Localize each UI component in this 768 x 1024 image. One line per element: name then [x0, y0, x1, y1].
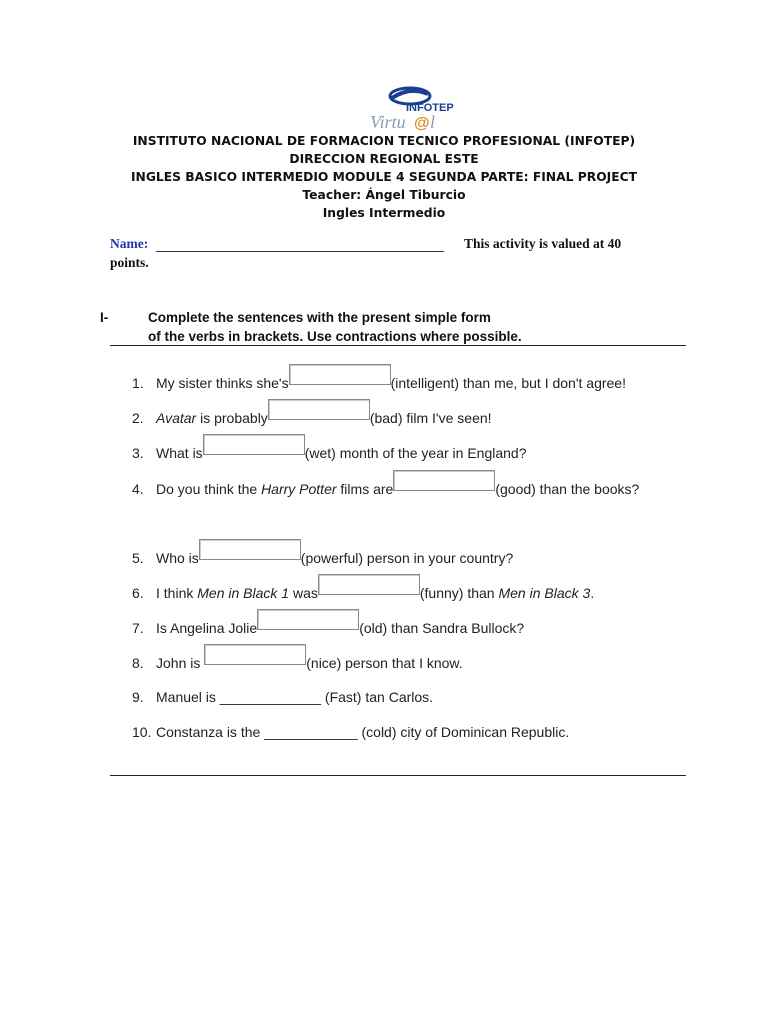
question-item [132, 407, 492, 427]
answer-box[interactable] [204, 644, 306, 665]
question-text: Do you think the [156, 481, 262, 497]
course-title: INGLES BASICO INTERMEDIO MODULE 4 SEGUNDA PARTE: FINAL PROJECT [130, 170, 638, 184]
answer-box[interactable] [318, 574, 420, 595]
question-text: (wet) month of the year in England? [304, 445, 527, 461]
question-text: (intelligent) than me, but I don't agree! [390, 375, 626, 391]
divider [110, 345, 686, 346]
section-instruction-1: Complete the sentences with the present simple form [148, 310, 491, 325]
svg-text:Virtu: Virtu [370, 112, 406, 132]
divider [110, 775, 686, 776]
question-text: was [289, 585, 318, 601]
question-text: Men in Black 1 [197, 585, 290, 601]
activity-value-text: This activity is valued at 40 [464, 236, 622, 251]
question-text: (old) than Sandra Bullock? [359, 620, 525, 636]
question-text: I think [156, 585, 198, 601]
question-text: Is Angelina Jolie [156, 620, 258, 636]
question-text: (bad) film I've seen! [369, 410, 492, 426]
question-number: 10. [132, 724, 152, 740]
question-text: Manuel is _____________ (Fast) tan Carlos. [156, 689, 434, 705]
question-item [132, 442, 526, 462]
question-text: Avatar [156, 410, 197, 426]
question-text: Men in Black 3 [498, 585, 591, 601]
course-level: Ingles Intermedio [322, 206, 446, 220]
question-text: films are [336, 481, 394, 497]
question-number: 9. [132, 689, 144, 705]
name-field[interactable] [156, 237, 444, 252]
answer-box[interactable] [199, 539, 301, 560]
question-number: 4. [132, 481, 144, 497]
question-text: Who is [156, 550, 199, 566]
answer-box[interactable] [289, 364, 391, 385]
question-text: (nice) person that I know. [306, 655, 463, 671]
question-text: is probably [196, 410, 268, 426]
answer-box[interactable] [393, 470, 495, 491]
teacher-name: Teacher: Ángel Tiburcio [302, 188, 466, 202]
name-label: Name: [110, 236, 149, 251]
question-number: 3. [132, 445, 144, 461]
document-header [0, 132, 768, 222]
question-number: 2. [132, 410, 144, 426]
question-item [132, 478, 639, 498]
question-item [132, 652, 463, 672]
question-item [132, 687, 433, 707]
question-item [132, 722, 569, 742]
question-item [132, 372, 626, 392]
answer-box[interactable] [203, 434, 305, 455]
svg-text:@: @ [414, 115, 430, 132]
question-number: 1. [132, 375, 144, 391]
question-number: 7. [132, 620, 144, 636]
institute-title: INSTITUTO NACIONAL DE FORMACION TECNICO PROFESIONAL (INFOTEP) [132, 134, 636, 148]
section-instruction-2: of the verbs in brackets. Use contractions where possible. [148, 329, 522, 344]
question-text: (powerful) person in your country? [300, 550, 514, 566]
svg-text:l: l [430, 112, 436, 132]
answer-box[interactable] [257, 609, 359, 630]
question-text: . [590, 585, 595, 601]
regional-office: DIRECCION REGIONAL ESTE [289, 152, 479, 166]
question-text: John is [156, 655, 205, 671]
points-text: points. [110, 255, 149, 270]
question-number: 8. [132, 655, 144, 671]
question-item [132, 582, 594, 602]
answer-box[interactable] [268, 399, 370, 420]
question-number: 5. [132, 550, 144, 566]
question-text: (good) than the books? [495, 481, 640, 497]
question-text: (funny) than [419, 585, 499, 601]
question-text: Constanza is the ____________ (cold) city of Dominican Republic. [156, 724, 570, 740]
svg-text:INFOTEP: INFOTEP [406, 102, 454, 114]
infotep-logo [362, 86, 454, 132]
question-text: My sister thinks she's [156, 375, 289, 391]
name-row [110, 236, 670, 270]
question-text: What is [156, 445, 203, 461]
section-number: I- [100, 310, 109, 325]
question-item [132, 617, 524, 637]
question-number: 6. [132, 585, 144, 601]
question-item [132, 547, 513, 567]
question-text: Harry Potter [261, 481, 337, 497]
